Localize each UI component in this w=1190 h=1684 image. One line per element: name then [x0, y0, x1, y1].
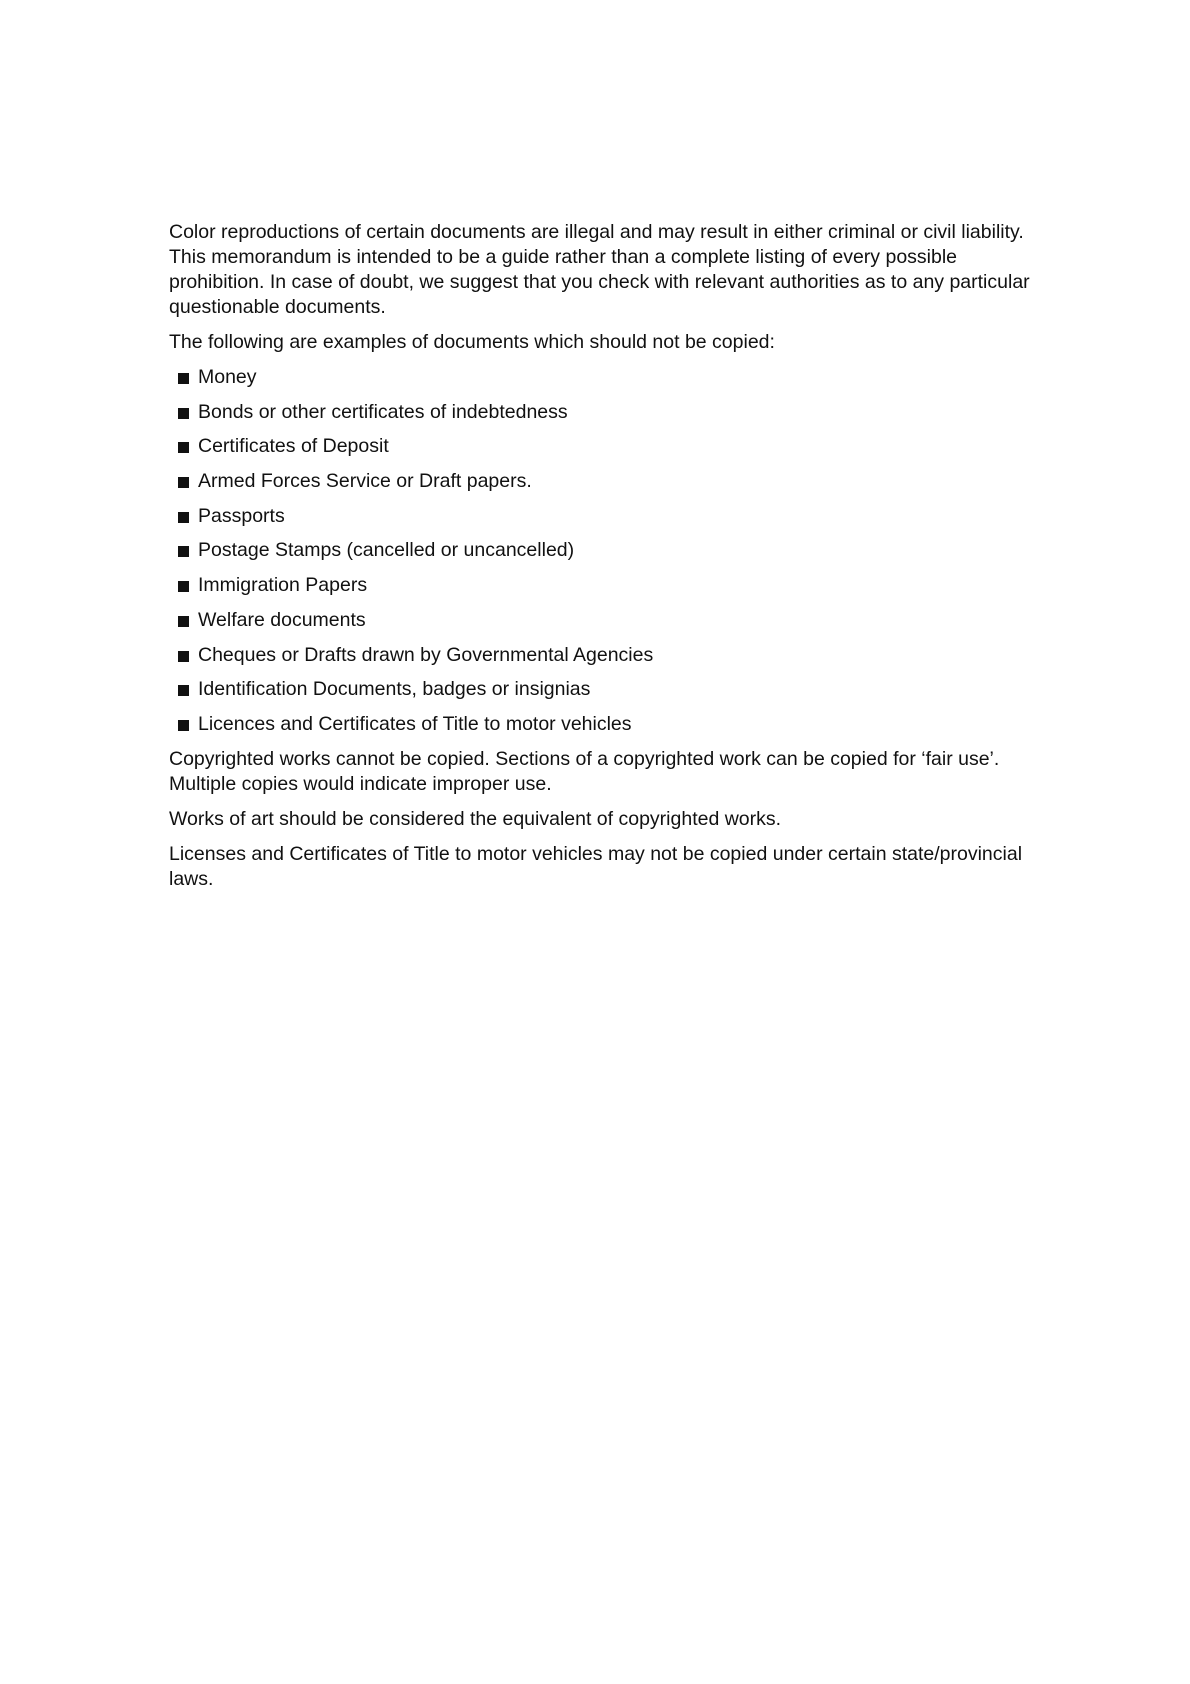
intro-paragraph: Color reproductions of certain documents are illegal and may result in either criminal or civil liability. This memorandum is intended to be a guide rather than a complete listing of every possible prohibition. In case of doubt, we suggest that you check with relevant authorities as to any particular questionable documents.: [169, 221, 1030, 318]
list-item: [178, 538, 1049, 563]
art-paragraph: Works of art should be considered the equivalent of copyrighted works.: [169, 807, 782, 830]
square-bullet-icon: [178, 442, 189, 453]
list-item: [178, 677, 1049, 702]
list-heading: The following are examples of documents which should not be copied:: [169, 331, 775, 353]
list-item-text: Certificates of Deposit: [198, 435, 389, 458]
square-bullet-icon: [178, 651, 189, 662]
copyright-paragraph: Copyrighted works cannot be copied. Sections of a copyrighted work can be copied for ‘fair use’. Multiple copies would indicate improper use.: [169, 747, 1000, 795]
square-bullet-icon: [178, 512, 189, 523]
square-bullet-icon: [178, 477, 189, 488]
licenses-paragraph: Licenses and Certificates of Title to motor vehicles may not be copied under certain state/provincial laws.: [169, 842, 1023, 890]
square-bullet-icon: [178, 546, 189, 557]
list-item: [178, 504, 1049, 529]
list-item-text: Money: [198, 366, 257, 388]
list-item-text: Licences and Certificates of Title to motor vehicles: [198, 712, 632, 735]
list-item: [178, 643, 1049, 668]
list-item: [178, 608, 1049, 633]
document-body: [169, 220, 1049, 902]
square-bullet-icon: [178, 408, 189, 419]
list-item: [178, 573, 1049, 598]
square-bullet-icon: [178, 685, 189, 696]
square-bullet-icon: [178, 616, 189, 627]
list-item: [178, 469, 1049, 494]
list-item-text: Welfare documents: [198, 608, 366, 631]
list-item: [178, 365, 1049, 390]
list-item-text: Armed Forces Service or Draft papers.: [198, 470, 532, 493]
list-item: [178, 712, 1049, 737]
list-item-text: Immigration Papers: [198, 574, 368, 597]
prohibited-documents-list: [169, 365, 1049, 737]
list-item-text: Identification Documents, badges or insignias: [198, 678, 591, 701]
list-item: [178, 434, 1049, 459]
square-bullet-icon: [178, 581, 189, 592]
list-item-text: Passports: [198, 504, 285, 527]
list-item-text: Postage Stamps (cancelled or uncancelled): [198, 539, 575, 562]
list-item-text: Cheques or Drafts drawn by Governmental Agencies: [198, 643, 654, 666]
square-bullet-icon: [178, 720, 189, 731]
list-item: [178, 400, 1049, 425]
list-item-text: Bonds or other certificates of indebtedness: [198, 400, 568, 423]
square-bullet-icon: [178, 373, 189, 384]
